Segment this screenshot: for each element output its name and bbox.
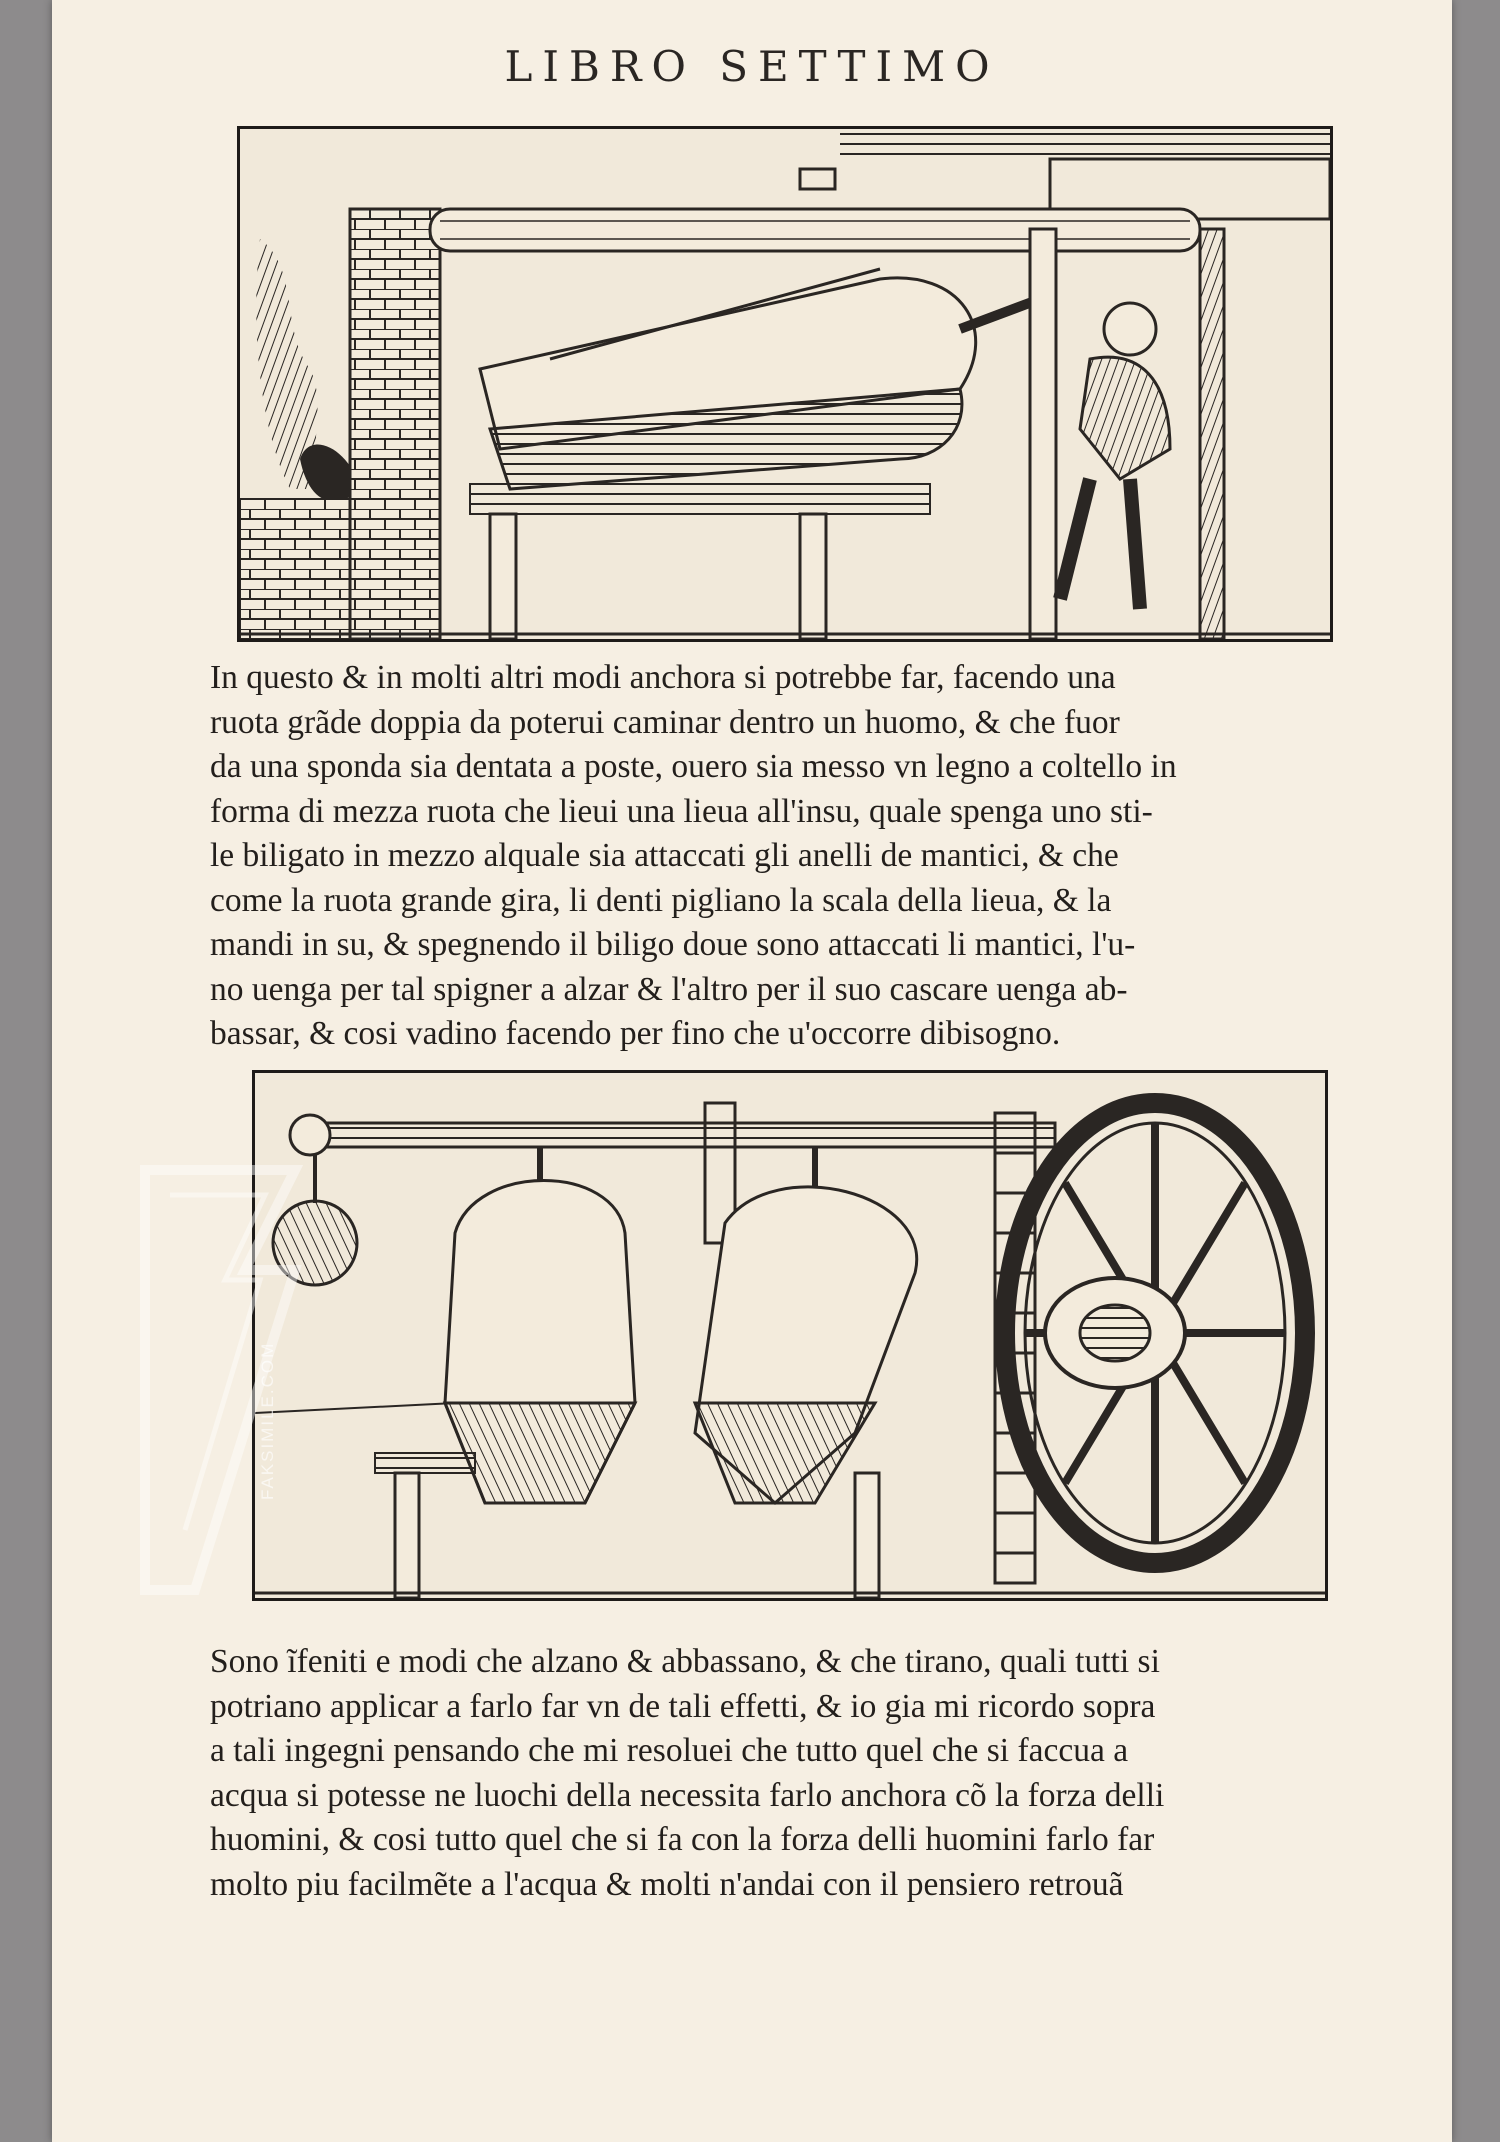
paragraph-2 (210, 1640, 1360, 1907)
text-line: ruota grãde doppia da poterui caminar dentro un huomo, & che fuor (210, 703, 1120, 741)
text-line: In questo & in molti altri modi anchora si potrebbe far, facendo una (210, 659, 1116, 696)
text-line: acqua si potesse ne luochi della necessita farlo anchora cõ la forza delli (210, 1776, 1165, 1814)
text-line: no uenga per tal spigner a alzar & l'altro per il suo cascare uenga ab- (210, 970, 1128, 1008)
text-line: forma di mezza ruota che lieui una lieua all'insu, quale spenga uno sti- (210, 792, 1153, 830)
text-line: huomini, & cosi tutto quel che si fa con la forza delli huomini farlo far (210, 1821, 1155, 1858)
text-line: Sono ĩfeniti e modi che alzano & abbassano, & che tirano, quali tutti si (210, 1643, 1160, 1680)
bellows-wheel-drawing (255, 1073, 1325, 1598)
text-line: molto piu facilmẽte a l'acqua & molti n'andai con il pensiero retrouã (210, 1865, 1124, 1903)
running-head: LIBRO SETTIMO (504, 42, 1000, 91)
watermark-text: FAKSIMILE.COM (258, 1341, 277, 1500)
woodcut-illustration-bellows-wheel (252, 1070, 1328, 1601)
text-line: le biligato in mezzo alquale sia attaccati gli anelli de mantici, & che (210, 837, 1119, 874)
text-line: a tali ingegni pensando che mi resoluei che tutto quel che si faccua a (210, 1732, 1129, 1769)
woodcut-illustration-bellows-lever (237, 126, 1333, 642)
text-line: da una sponda sia dentata a poste, ouero sia messo vn legno a coltello in (210, 748, 1177, 785)
book-page (52, 0, 1452, 2142)
paragraph-1 (210, 656, 1360, 1057)
text-line: potriano applicar a farlo far vn de tali effetti, & io gia mi ricordo sopra (210, 1687, 1156, 1725)
text-line: mandi in su, & spegnendo il biligo doue sono attaccati li mantici, l'u- (210, 926, 1136, 963)
text-line: come la ruota grande gira, li denti pigliano la scala della lieua, & la (210, 881, 1112, 919)
text-line: bassar, & cosi vadino facendo per fino che u'occorre dibisogno. (210, 1015, 1061, 1052)
bellows-lever-drawing (240, 129, 1330, 639)
